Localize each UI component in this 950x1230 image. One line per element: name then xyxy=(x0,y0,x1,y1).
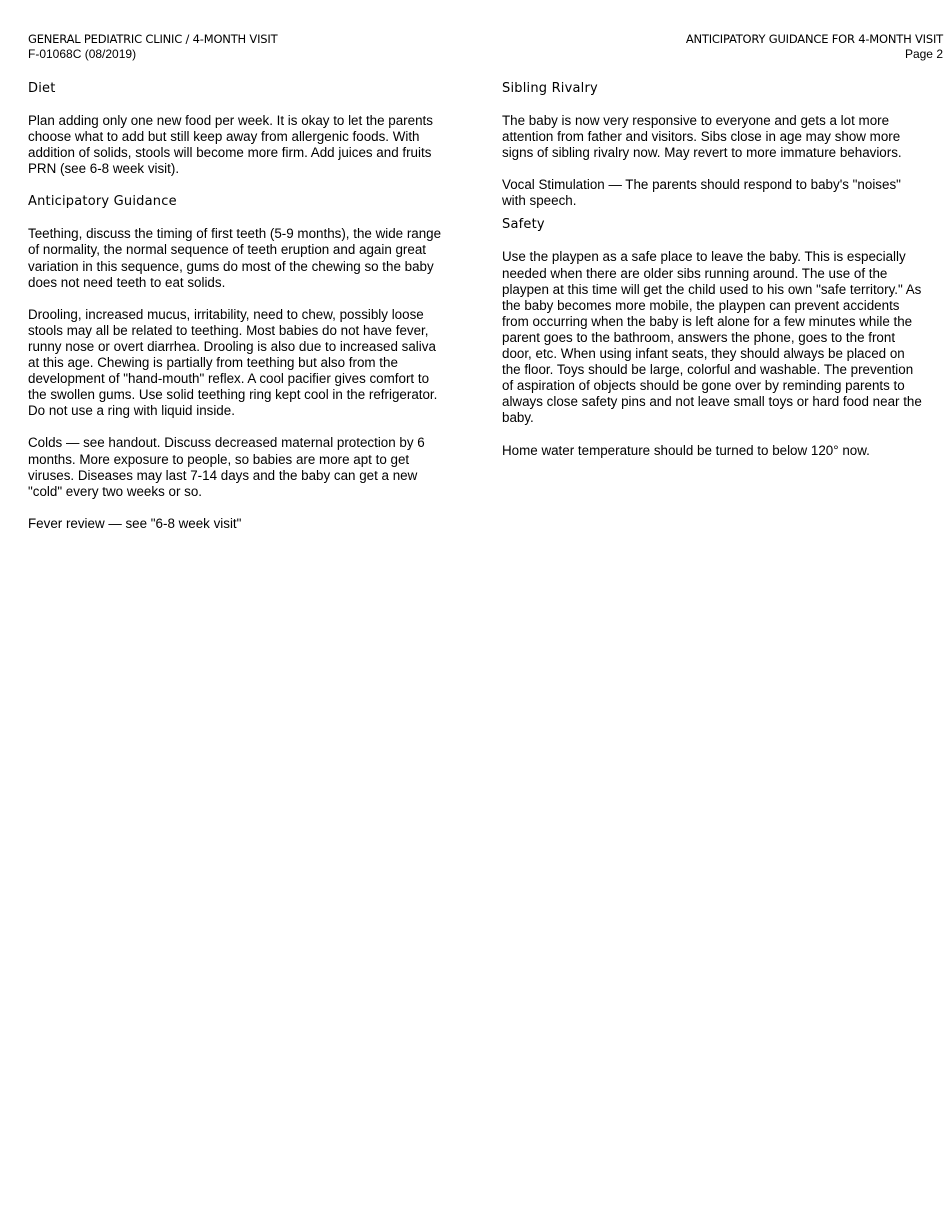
sibling-rivalry-paragraph: The baby is now very responsive to everyone and gets a lot more attention from father and visitors. Sibs close in age may show more signs of sibling rivalry now. May revert to more immature behaviors. xyxy=(502,113,902,161)
vocal-stimulation-paragraph: Vocal Stimulation — The parents should respond to baby's "noises" with speech. xyxy=(502,177,901,209)
safety-paragraph: Use the playpen as a safe place to leave the baby. This is especially needed when there are older sibs running around. The use of the playpen at this time will get the child used to his own "safe territory." As the baby becomes more mobile, the playpen can prevent accidents from occurring when the baby is left alone for a few minutes while the parent goes to the bathroom, answers the phone, goes to the front door, etc. When using infant seats, they should always be placed on the floor. Toys should be large, colorful and washable. The prevention of aspiration of objects should be gone over by reminding parents to always close safety pins and not leave small toys or hard food near the baby. xyxy=(502,249,922,426)
diet-heading: Diet xyxy=(28,81,56,96)
header-right xyxy=(686,32,943,62)
teething-paragraph: Teething, discuss the timing of first teeth (5-9 months), the wide range of normality, the normal sequence of teeth eruption and again great variation in this sequence, gums do most of the chewing so the baby does not need teeth to eat solids. xyxy=(28,226,442,290)
fever-paragraph: Fever review — see "6-8 week visit" xyxy=(28,515,242,531)
anticipatory-guidance-heading: Anticipatory Guidance xyxy=(28,194,177,210)
colds-paragraph: Colds — see handout. Discuss decreased maternal protection by 6 months. More exposure to people, so babies are more apt to get viruses. Diseases may last 7-14 days and the baby can get a new "cold" every two weeks or so. xyxy=(28,435,425,499)
right-column xyxy=(502,80,927,475)
sibling-rivalry-heading: Sibling Rivalry xyxy=(502,81,598,96)
water-temperature-paragraph: Home water temperature should be turned to below 120° now. xyxy=(502,442,870,458)
safety-heading: Safety xyxy=(502,217,545,233)
left-column xyxy=(28,80,448,548)
diet-paragraph: Plan adding only one new food per week. It is okay to let the parents choose what to add but still keep away from allergenic foods. With addition of solids, stools will become more firm. Add juices and fruits PRN (see 6-8 week visit). xyxy=(28,113,433,177)
form-code: F-01068C (08/2019) xyxy=(28,47,137,61)
page-number: Page 2 xyxy=(904,47,943,61)
header-left xyxy=(28,32,277,62)
clinic-visit-title: GENERAL PEDIATRIC CLINIC / 4-MONTH VISIT xyxy=(28,32,278,46)
drooling-paragraph: Drooling, increased mucus, irritability, need to chew, possibly loose stools may all be related to teething. Most babies do not have fever, runny nose or overt diarrhea. Drooling is also due to increased saliva at this age. Chewing is partially from teething but also from the development of "hand-mouth" reflex. A cool pacifier gives comfort to the swollen gums. Use solid teething ring kept cool in the refrigerator. Do not use a ring with liquid inside. xyxy=(28,306,438,419)
document-title: ANTICIPATORY GUIDANCE FOR 4-MONTH VISIT xyxy=(685,32,943,46)
